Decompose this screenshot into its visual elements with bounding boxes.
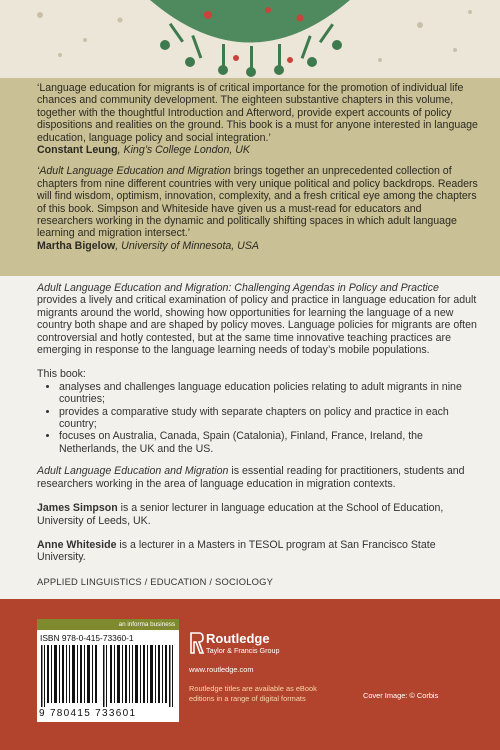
barcode-digits: 9 780415 733601 bbox=[39, 708, 137, 719]
cover-image-credit: Cover Image: © Corbis bbox=[363, 691, 439, 700]
feature-list bbox=[37, 381, 477, 455]
barcode-icon bbox=[41, 645, 175, 707]
book-description bbox=[37, 282, 477, 588]
essential-paragraph: Adult Language Education and Migration is essential reading for practitioners, students and researchers working in the area of language education in migration contexts. bbox=[37, 465, 465, 490]
description-paragraph: Adult Language Education and Migration: Challenging Agendas in Policy and Practice provides a lively and critical examination of policy and practice in language education for adult migrants around the world, showing how opportunities for learning the language of a new country both shape and are shaped by policy moves. Language policies for migrants are often controversial and hotly contested, but at the same time innovative teaching practices are emerging in response to the language learning needs of today’s mobile populations. bbox=[37, 282, 477, 357]
author-bio-simpson: James Simpson is a senior lecturer in language education at the School of Education, University of Leeds, UK. bbox=[37, 502, 444, 527]
cover-illustration bbox=[0, 0, 500, 78]
list-item: • provides a comparative study with separate chapters on policy and practice in each country; bbox=[59, 406, 477, 431]
footer-band bbox=[0, 599, 500, 750]
quote-1-attribution: Constant Leung, King’s College London, UK bbox=[37, 144, 250, 157]
isbn-text: ISBN 978-0-415-73360-1 bbox=[40, 633, 134, 643]
ebook-note: Routledge titles are available as eBook editions in a range of digital formats bbox=[189, 684, 317, 703]
publisher-website[interactable]: www.routledge.com bbox=[189, 665, 254, 674]
subject-categories: APPLIED LINGUISTICS / EDUCATION / SOCIOLOGY bbox=[37, 575, 274, 587]
quote-1: ‘Language education for migrants is of critical importance for the promotion of individual life chances and community development. The eighteen substantive chapters in this volume, together with the thoughtful Introduction and Afterword, provide expert accounts of policy dispositions and realities on the ground. This book is a must for anyone interested in language education, language policy and social integration.’ bbox=[37, 82, 478, 144]
publisher-group: Taylor & Francis Group bbox=[206, 646, 280, 655]
routledge-logo-icon bbox=[190, 632, 204, 654]
informa-tag: an informa business bbox=[37, 619, 179, 630]
list-item: • focuses on Australia, Canada, Spain (Catalonia), Finland, France, Ireland, the Netherlands, the UK and the US. bbox=[59, 430, 477, 455]
list-item: • analyses and challenges language education policies relating to adult migrants in nine countries; bbox=[59, 381, 477, 406]
quote-2-attribution: Martha Bigelow, University of Minnesota, USA bbox=[37, 239, 259, 252]
publisher-name: Routledge bbox=[206, 631, 270, 646]
this-book-intro: This book: bbox=[37, 368, 86, 381]
author-bio-whiteside: Anne Whiteside is a lecturer in a Masters in TESOL program at San Francisco State University. bbox=[37, 538, 436, 564]
barcode-box bbox=[37, 621, 179, 722]
quote-2: ‘Adult Language Education and Migration brings together an unprecedented collection of chapters from nine different countries with very unique political and policy backdrops. Readers will find wisdom, optimism, innovation, complexity, and a fresh critical eye among the chapters of this book. Simpson and Whiteside have given us a must-read for educators and researchers working in the dynamic and politically shifting spaces in which adult language learning and migration intersect.’ bbox=[37, 165, 478, 240]
endorsements bbox=[0, 78, 500, 276]
